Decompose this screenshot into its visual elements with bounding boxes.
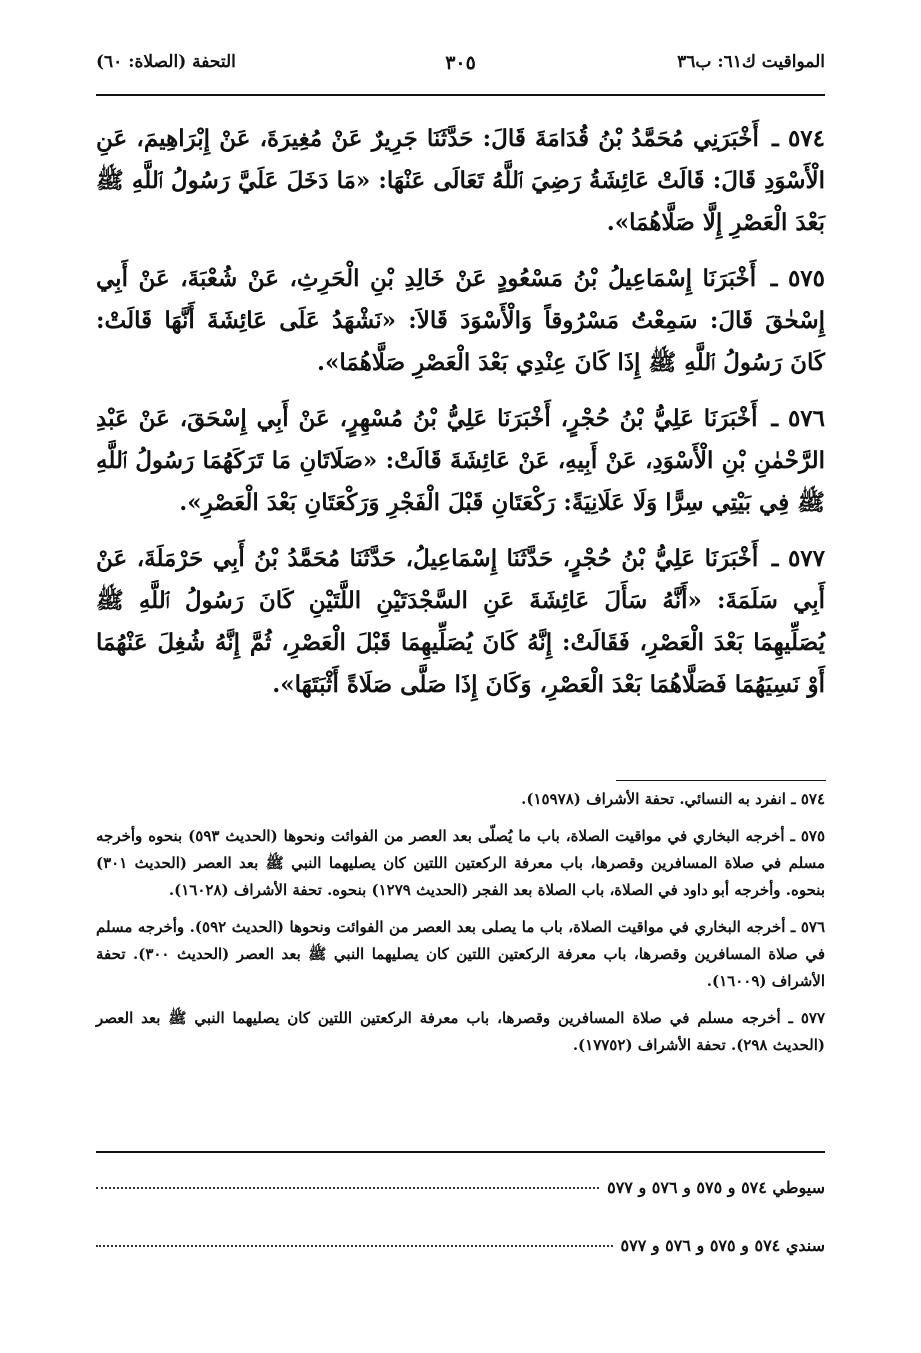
footnote-separator [616,780,826,781]
hadith-number: ٥٧٧ ـ [771,545,825,572]
commentary-sindi [96,1236,825,1255]
hadith-isnad: أَخْبَرَنَا إِسْمَاعِيلُ بْنُ مَسْعُودٍ عَنْ خَالِدِ بْنِ الْحَرِثِ، عَنْ شُعْبَةَ، عَنْ أَبِي إِسْحٰقَ قَالَ: سَمِعْتُ مَسْرُوقاً وَالْأَسْوَدَ قَالاَ: [96,265,825,334]
leader-dots [96,1244,613,1247]
footnote-576: ٥٧٦ ـ أخرجه البخاري في مواقيت الصلاة، باب ما يصلى بعد العصر من الفوائت ونحوها (الحديث ٥٩٢). وأخرجه مسلم في صلاة المسافرين وقصرها، باب معرفة الركعتين اللتين كان يصليهما النبي ﷺ بعد العصر (الحديث ٣٠٠). تحفة الأشراف (١٦٠٠٩). [96,918,826,990]
page-number: ٣٠٥ [445,52,476,74]
hadith-isnad: أَخْبَرَنَا عَلِيُّ بْنُ حُجْرٍ، حَدَّثَنَا إِسْمَاعِيلُ، حَدَّثَنَا مُحَمَّدُ بْنُ أَبِي حَرْمَلَةَ، عَنْ أَبِي سَلَمَةَ: [96,545,825,614]
hadith-body [96,118,825,720]
hadith-matn: «صَلَاتَانِ مَا تَرَكَهُمَا رَسُولُ ٱللَّهِ ﷺ فِي بَيْتِي سِرًّا وَلَا عَلَانِيَةً: رَكْعَتَانِ قَبْلَ الْفَجْرِ وَرَكْعَتَانِ بَعْدَ الْعَصْرِ». [96,447,825,516]
leader-dots [96,1186,599,1189]
commentary-suyuti [96,1178,825,1197]
footnote-575: ٥٧٥ ـ أخرجه البخاري في مواقيت الصلاة، باب ما يُصلّى بعد العصر من الفوائت ونحوها (الحديث ٥٩٣) بنحوه وأخرجه مسلم في صلاة المسافرين وقصرها، باب معرفة الركعتين اللتين كان يصليهما النبي ﷺ بعد العصر (الحديث ٣٠١) بنحوه. وأخرجه أبو داود في الصلاة، باب الصلاة بعد الفجر (الحديث ١٢٧٩) بنحوه. تحفة الأشراف (١٦٠٢٨). [96,827,825,899]
header-rule [96,94,825,96]
hadith-575 [96,258,825,384]
hadith-isnad: أَخْبَرَنَا عَلِيُّ بْنُ حُجْرٍ، أَخْبَرَنَا عَلِيُّ بْنُ مُسْهِرٍ، عَنْ أَبِي إِسْحَقَ، عَنْ عَبْدِ الرَّحْمٰنِ بْنِ الْأَسْوَدِ، عَنْ أَبِيهِ، عَنْ عَائِشَةَ قَالَتْ: [96,405,825,474]
hadith-matn: «مَا دَخَلَ عَلَيَّ رَسُولُ ٱللَّهِ ﷺ بَعْدَ الْعَصْرِ إِلَّا صَلَّاهُمَا». [96,167,825,236]
footnotes [96,786,825,1069]
commentary-separator [96,1151,825,1153]
footnote-577: ٥٧٧ ـ أخرجه مسلم في صلاة المسافرين وقصرها، باب معرفة الركعتين اللتين كان يصليهما النبي ﷺ بعد العصر (الحديث ٢٩٨). تحفة الأشراف (١٧٧٥٢). [96,1009,825,1054]
header-chapter-ref: المواقيت ك٦١: ب٣٦ [677,52,825,72]
hadith-number: ٥٧٥ ـ [770,265,825,292]
hadith-matn: «أَنَّهُ سَأَلَ عَائِشَةَ عَنِ السَّجْدَتَيْنِ اللَّتَيْنِ كَانَ رَسُولُ ٱللَّهِ ﷺ يُصَلِّيهِمَا بَعْدَ الْعَصْرِ، فَقَالَتْ: إِنَّهُ كَانَ يُصَلِّيهِمَا قَبْلَ الْعَصْرِ، ثُمَّ إِنَّهُ شُغِلَ عَنْهُمَا أَوْ نَسِيَهُمَا فَصَلَّاهُمَا بَعْدَ الْعَصْرِ، وَكَانَ إِذَا صَلَّى صَلَاةً أَثْبَتَهَا». [96,587,825,698]
commentary-label: سيوطي ٥٧٤ و ٥٧٥ و ٥٧٦ و ٥٧٧ [607,1178,825,1197]
hadith-matn: «نَشْهَدُ عَلَى عَائِشَةَ أَنَّهَا قَالَتْ: كَانَ رَسُولُ ٱللَّهِ ﷺ إِذَا كَانَ عِنْدِي بَعْدَ الْعَصْرِ صَلَّاهُمَا». [96,307,825,376]
hadith-574 [96,118,825,244]
hadith-577 [96,538,825,706]
page-header [96,52,825,86]
header-tuhfa-ref: التحفة (الصلاة: ٦٠) [96,52,236,72]
commentary-label: سندي ٥٧٤ و ٥٧٥ و ٥٧٦ و ٥٧٧ [620,1236,825,1255]
hadith-576 [96,398,825,524]
hadith-isnad: أَخْبَرَنِي مُحَمَّدُ بْنُ قُدَامَةَ قَالَ: حَدَّثَنَا جَرِيرٌ عَنْ مُغِيرَةَ، عَنْ إِبْرَاهِيمَ، عَنِ الْأَسْوَدِ قَالَ: قَالَتْ عَائِشَةُ رَضِيَ ٱللَّهُ تَعَالَى عَنْهَا: [96,125,825,194]
hadith-number: ٥٧٤ ـ [772,125,825,152]
hadith-number: ٥٧٦ ـ [771,405,826,432]
footnote-574: ٥٧٤ ـ انفرد به النسائي. تحفة الأشراف (١٥٩٧٨). [521,790,825,808]
